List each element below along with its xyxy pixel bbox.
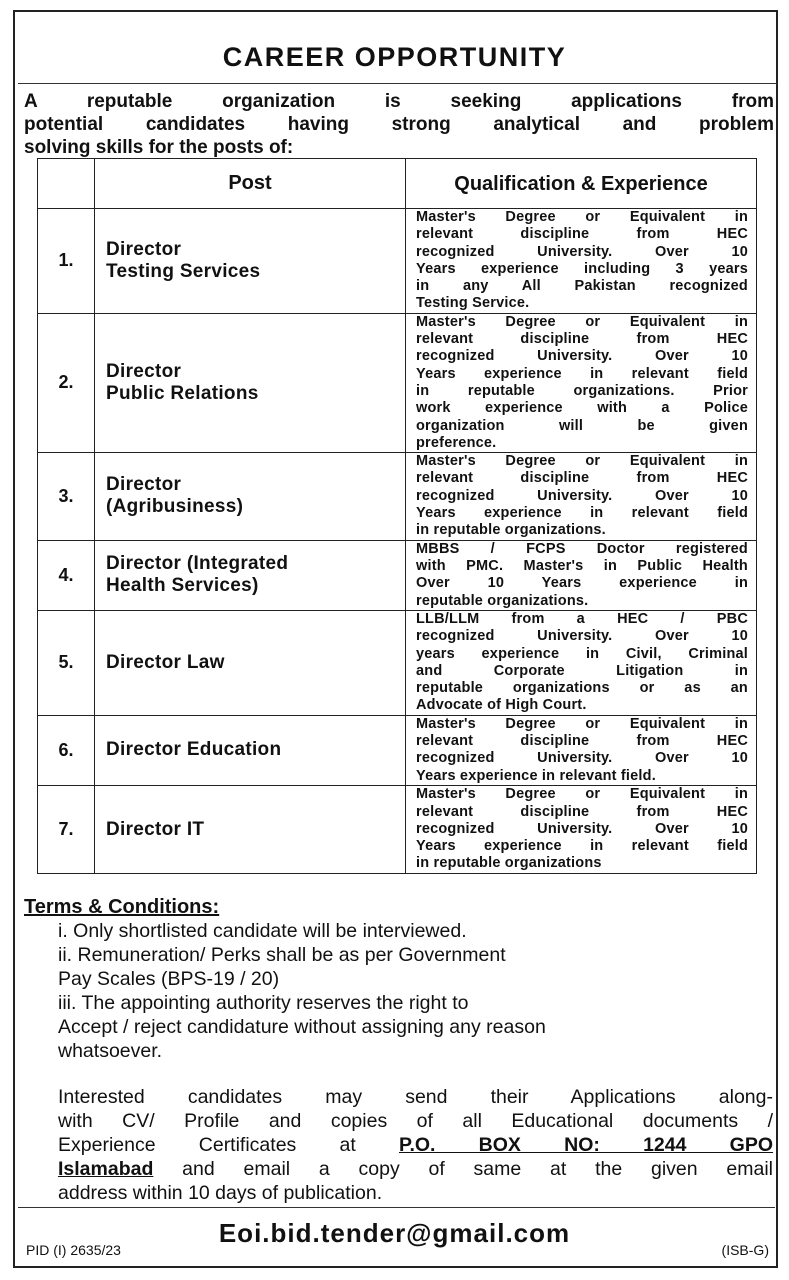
term-item: iii. The appointing authority reserves the right to <box>58 992 469 1014</box>
intro-line: A reputable organization is seeking applications from <box>24 91 774 112</box>
posts-table <box>37 158 757 874</box>
qualification-line: Years experience including 3 years <box>416 260 748 277</box>
term-item: Pay Scales (BPS-19 / 20) <box>58 968 280 990</box>
qualification-line: recognized University. Over 10 <box>416 348 748 365</box>
qualification-line: recognized University. Over 10 <box>416 750 748 767</box>
post-title-line: Director <box>106 238 182 260</box>
post-title <box>95 786 406 874</box>
qualification-line: in any All Pakistan recognized <box>416 278 748 295</box>
po-box-address: P.O. BOX NO: 1244 GPO <box>398 1134 774 1156</box>
apply-line: with CV/ Profile and copies of all Educational documents / <box>58 1110 773 1132</box>
apply-line-suffix: and email a copy of same at the given email <box>153 1158 773 1180</box>
apply-line-prefix: Experience Certificates at <box>58 1134 399 1156</box>
row-number: 1. <box>38 209 95 314</box>
qualification-line: and Corporate Litigation in <box>416 662 748 679</box>
post-title-line: Health Services) <box>106 575 259 597</box>
intro-line: solving skills for the posts of: <box>24 137 294 158</box>
table-row <box>38 313 757 452</box>
header-post: Post <box>95 159 406 209</box>
post-title <box>95 715 406 785</box>
term-item: i. Only shortlisted candidate will be interviewed. <box>58 920 467 942</box>
qualification-line: years experience in Civil, Criminal <box>416 645 748 662</box>
qualification-line: Years experience in relevant field <box>416 505 748 522</box>
post-title-line: Director (Integrated <box>106 553 289 575</box>
qualification-line: in reputable organizations <box>416 855 602 872</box>
apply-line: address within 10 days of publication. <box>58 1182 383 1204</box>
qualification-line: with PMC. Master's in Public Health <box>416 557 748 574</box>
qualification-text <box>406 540 757 610</box>
table-row <box>38 715 757 785</box>
post-title-line: Director IT <box>106 818 205 840</box>
qualification-line: recognized University. Over 10 <box>416 487 748 504</box>
row-number: 6. <box>38 715 95 785</box>
row-number: 5. <box>38 610 95 715</box>
qualification-line: in reputable organizations. <box>416 522 606 539</box>
qualification-line: in reputable organizations. Prior <box>416 382 748 399</box>
row-number: 2. <box>38 313 95 452</box>
table-row <box>38 453 757 540</box>
city-name: Islamabad <box>58 1158 154 1180</box>
qualification-line: Years experience in relevant field <box>416 365 748 382</box>
row-number: 7. <box>38 786 95 874</box>
table-header-row <box>38 159 757 209</box>
term-item: ii. Remuneration/ Perks shall be as per Government <box>58 944 506 966</box>
table-row <box>38 786 757 874</box>
post-title-line: Public Relations <box>106 382 259 404</box>
qualification-line: preference. <box>416 434 497 451</box>
post-title <box>95 540 406 610</box>
post-title-line: Director Education <box>106 739 282 761</box>
qualification-line: MBBS / FCPS Doctor registered <box>416 540 748 557</box>
post-title-line: Director <box>106 474 182 496</box>
apply-line <box>58 1157 773 1181</box>
post-title-line: Director <box>106 360 182 382</box>
post-title <box>95 209 406 314</box>
row-number: 4. <box>38 540 95 610</box>
table-row <box>38 209 757 314</box>
term-item: Accept / reject candidature without assigning any reason <box>58 1016 546 1038</box>
header-qualification: Qualification & Experience <box>406 159 757 209</box>
qualification-line: work experience with a Police <box>416 400 748 417</box>
qualification-text <box>406 209 757 314</box>
table-row <box>38 540 757 610</box>
qualification-line: Years experience in relevant field <box>416 838 748 855</box>
qualification-line: Years experience in relevant field. <box>416 767 656 784</box>
qualification-line: Master's Degree or Equivalent in <box>416 786 748 803</box>
row-number: 3. <box>38 453 95 540</box>
terms-section <box>24 895 764 1063</box>
qualification-text <box>406 786 757 874</box>
qualification-text <box>406 453 757 540</box>
qualification-line: Over 10 Years experience in <box>416 575 748 592</box>
contact-email: Eoi.bid.tender@gmail.com <box>218 1218 571 1248</box>
qualification-line: relevant discipline from HEC <box>416 470 748 487</box>
qualification-line: reputable organizations or as an <box>416 680 748 697</box>
qualification-line: Advocate of High Court. <box>416 697 587 714</box>
post-title <box>95 610 406 715</box>
post-title-line: Testing Services <box>106 260 261 282</box>
qualification-line: relevant discipline from HEC <box>416 226 748 243</box>
application-instructions <box>58 1085 773 1205</box>
qualification-line: reputable organizations. <box>416 592 589 609</box>
qualification-line: relevant discipline from HEC <box>416 803 748 820</box>
terms-heading: Terms & Conditions: <box>24 896 220 918</box>
qualification-line: LLB/LLM from a HEC / PBC <box>416 610 748 627</box>
qualification-line: Testing Service. <box>416 295 530 312</box>
qualification-line: recognized University. Over 10 <box>416 628 748 645</box>
post-title-line: (Agribusiness) <box>106 496 244 518</box>
region-code: (ISB-G) <box>721 1242 769 1258</box>
qualification-text <box>406 610 757 715</box>
post-title <box>95 453 406 540</box>
pid-number: PID (I) 2635/23 <box>26 1242 121 1258</box>
footer-divider <box>18 1207 775 1208</box>
post-title <box>95 313 406 452</box>
qualification-line: Master's Degree or Equivalent in <box>416 715 748 732</box>
page-title: CAREER OPPORTUNITY <box>222 42 567 72</box>
table-row <box>38 610 757 715</box>
qualification-line: recognized University. Over 10 <box>416 820 748 837</box>
title-divider <box>18 83 777 84</box>
intro-paragraph <box>24 90 774 159</box>
qualification-text <box>406 313 757 452</box>
qualification-line: Master's Degree or Equivalent in <box>416 209 748 225</box>
apply-line: Interested candidates may send their Applications along- <box>58 1086 773 1108</box>
qualification-line: recognized University. Over 10 <box>416 243 748 260</box>
apply-line <box>58 1133 773 1157</box>
term-item: whatsoever. <box>58 1040 163 1062</box>
header-number <box>38 159 95 209</box>
qualification-line: Master's Degree or Equivalent in <box>416 453 748 470</box>
qualification-line: relevant discipline from HEC <box>416 331 748 348</box>
post-title-line: Director Law <box>106 651 225 673</box>
qualification-line: Master's Degree or Equivalent in <box>416 313 748 330</box>
qualification-line: organization will be given <box>416 417 748 434</box>
intro-line: potential candidates having strong analytical and problem <box>24 114 774 135</box>
qualification-text <box>406 715 757 785</box>
qualification-line: relevant discipline from HEC <box>416 733 748 750</box>
